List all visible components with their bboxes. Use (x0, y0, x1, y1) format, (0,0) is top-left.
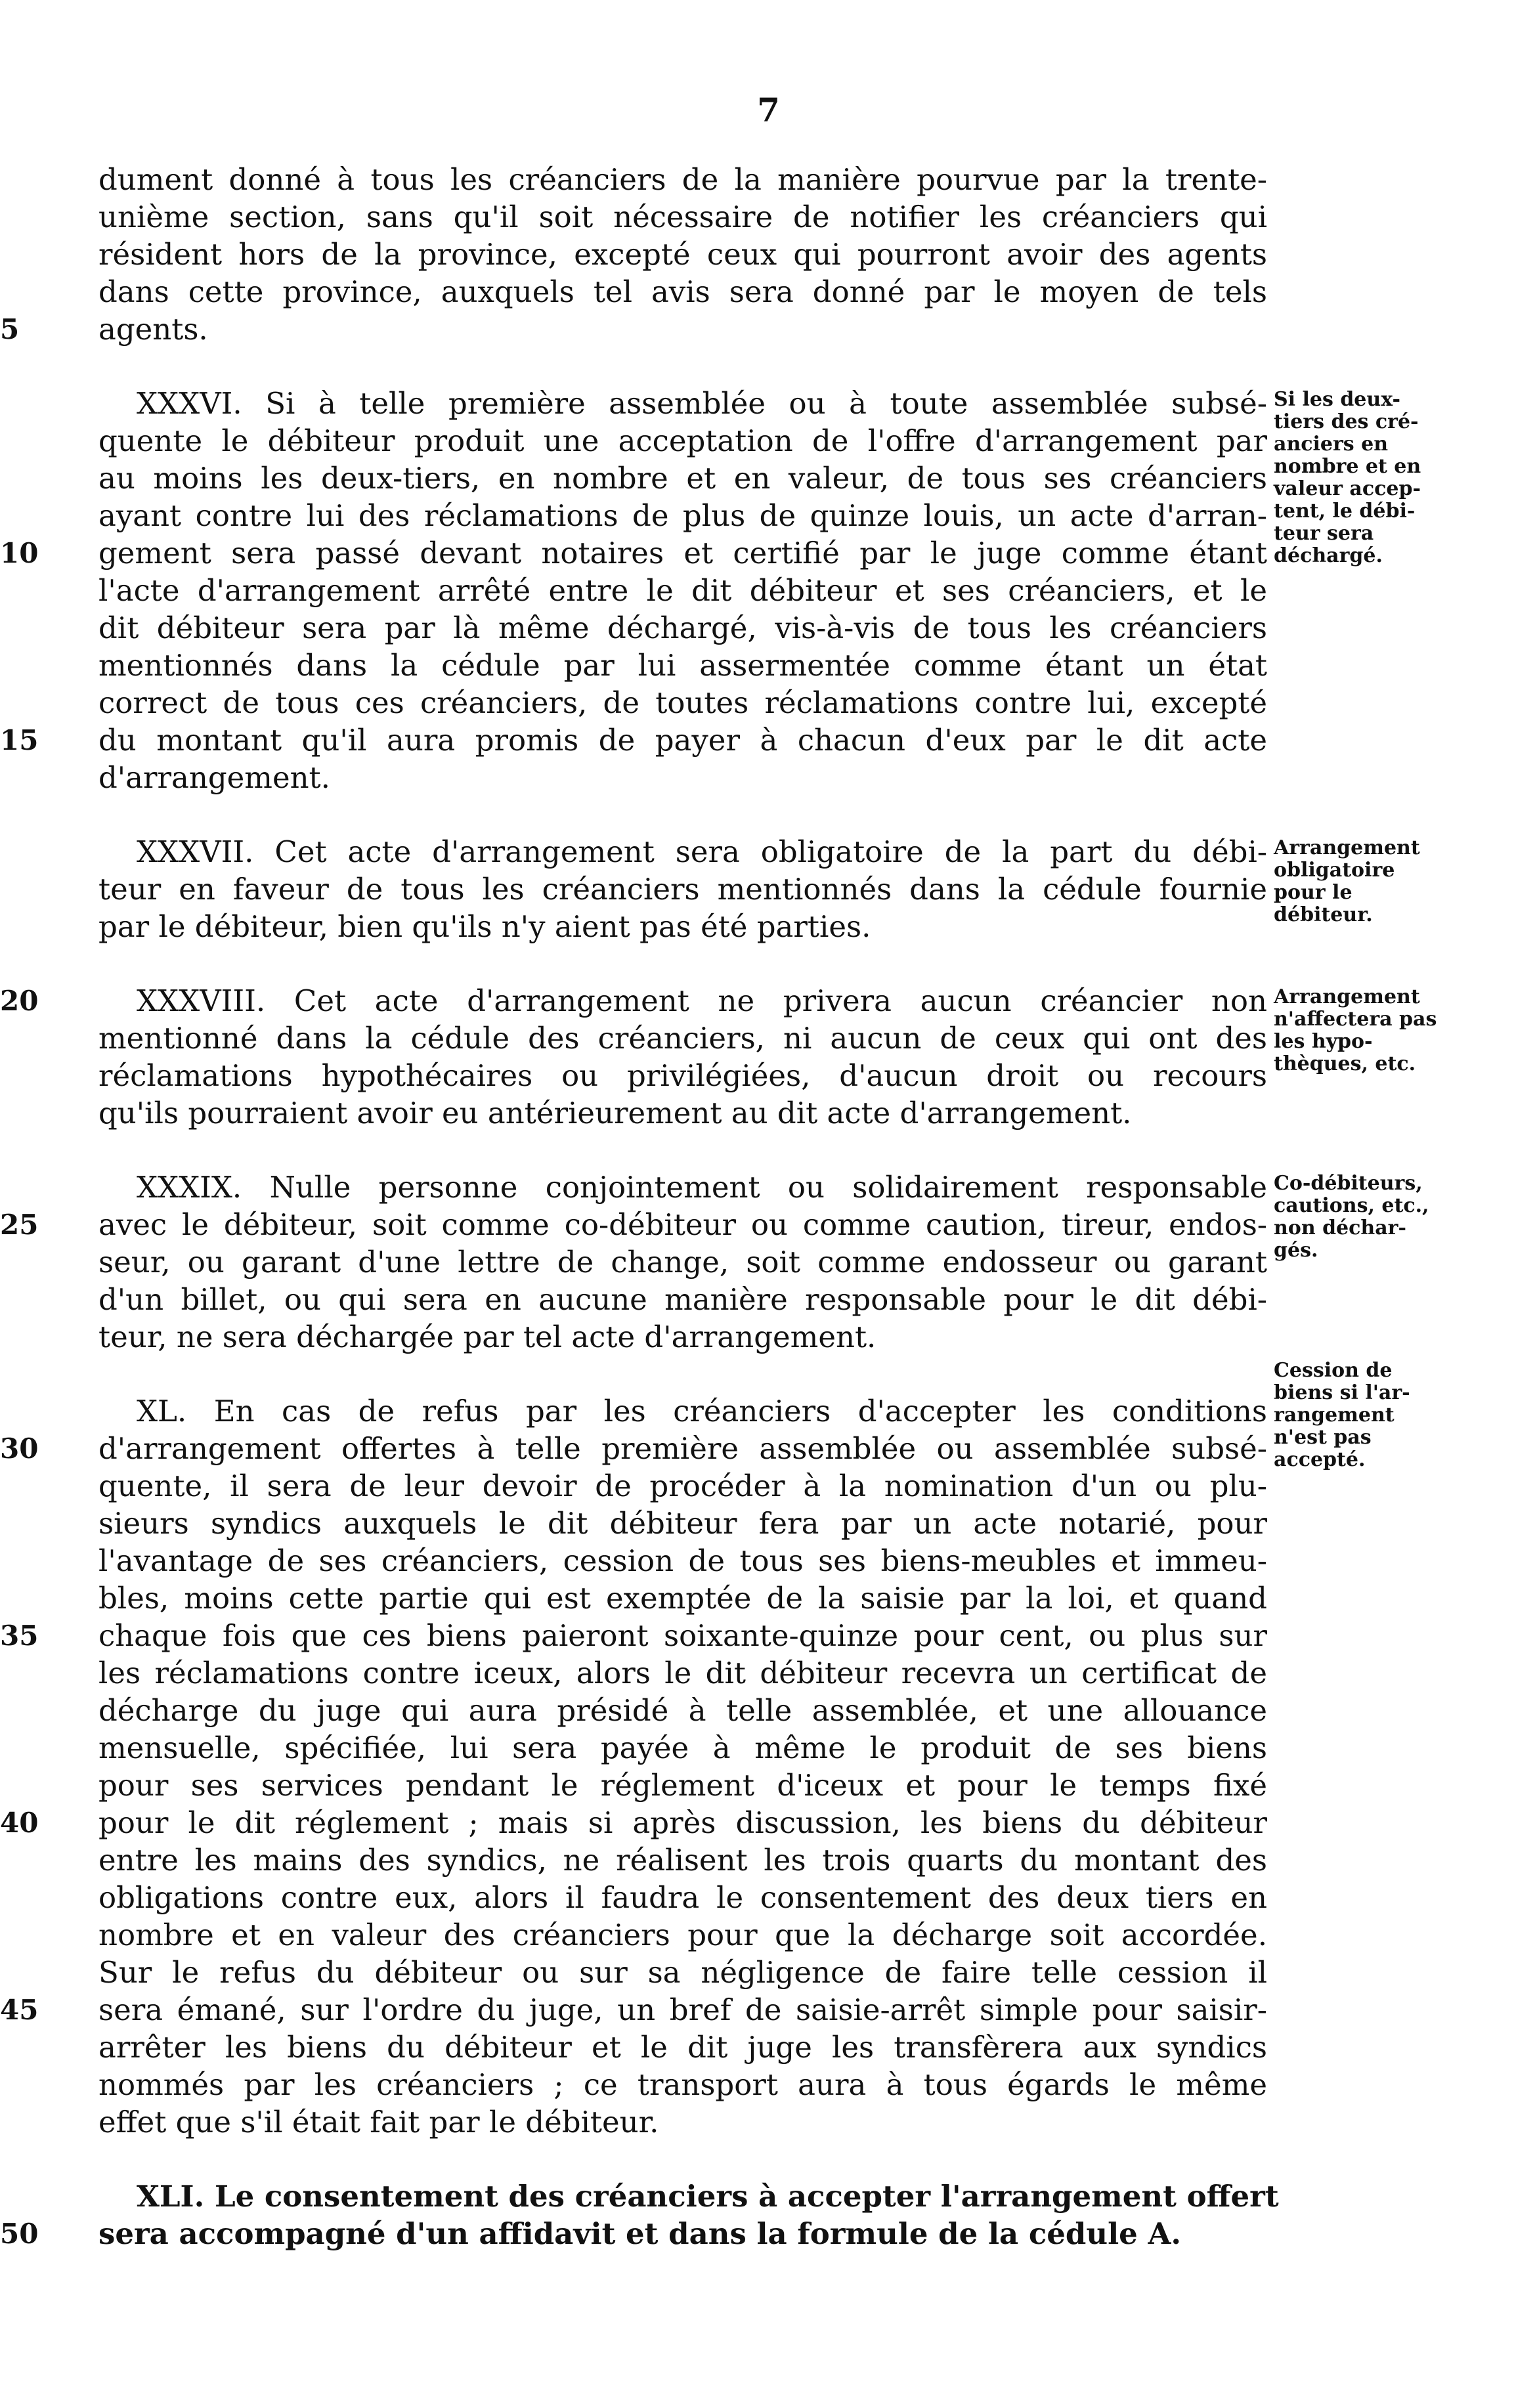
margin-note-line: biens si l'ar- (1274, 1381, 1410, 1404)
text-line: effet que s'il était fait par le débiteur. (98, 2105, 659, 2139)
line-number: 35 (0, 1620, 39, 1652)
text-line: XXXIX. Nulle personne conjointement ou solidairement responsable (137, 1170, 1267, 1205)
text-line: mensuelle, spécifiée, lui sera payée à même le produit de ses biens (98, 1731, 1267, 1765)
text-line: arrêter les biens du débiteur et le dit juge les transfèrera aux syndics (98, 2030, 1267, 2065)
text-line: mentionné dans la cédule des créanciers, ni aucun de ceux qui ont des (98, 1021, 1267, 1056)
line-number: 25 (0, 1209, 39, 1241)
text-line: d'arrangement. (98, 760, 330, 795)
margin-note (1274, 837, 1431, 926)
text-line: XXXVI. Si à telle première assemblée ou à toute assemblée subsé- (137, 386, 1267, 421)
margin-note-line: non déchar- (1274, 1216, 1406, 1239)
line-number: 50 (0, 2218, 39, 2250)
text-line: correct de tous ces créanciers, de toutes réclamations contre lui, excepté (98, 685, 1267, 720)
margin-note-line: tiers des cré- (1274, 410, 1419, 433)
paragraph-gap (98, 348, 1267, 385)
text-line: sera émané, sur l'ordre du juge, un bref de saisie-arrêt simple pour saisir- 45 (0, 1992, 1267, 2027)
text-line: nombre et en valeur des créanciers pour que la décharge soit accordée. (98, 1918, 1267, 1952)
margin-note-line: Arrangement (1274, 985, 1420, 1008)
text-line: au moins les deux-tiers, en nombre et en valeur, de tous ses créanciers (98, 461, 1267, 496)
text-line: dit débiteur sera par là même déchargé, vis-à-vis de tous les créanciers (98, 611, 1267, 645)
line-number: 40 (0, 1807, 39, 1839)
text-line: unième section, sans qu'il soit nécessaire de notifier les créanciers qui (98, 200, 1267, 234)
text-line: décharge du juge qui aura présidé à telle assemblée, et une allouance (98, 1693, 1267, 1728)
margin-note (1274, 1172, 1431, 1262)
text-line: Sur le refus du débiteur ou sur sa négligence de faire telle cession il (98, 1955, 1267, 1990)
margin-note-line: gés. (1274, 1239, 1318, 1262)
margin-note-line: tent, le débi- (1274, 500, 1416, 523)
margin-note (1274, 985, 1437, 1075)
paragraph-gap (98, 1356, 1267, 1392)
text-line: entre les mains des syndics, ne réalisent les trois quarts du montant des (98, 1843, 1267, 1878)
line-number: 5 (0, 313, 20, 345)
margin-note-line: cautions, etc., (1274, 1194, 1429, 1217)
text-line: quente, il sera de leur devoir de procéder à la nomination d'un ou plu- (98, 1469, 1267, 1503)
text-line: agents. 5 (0, 312, 208, 347)
margin-note-line: déchargé. (1274, 544, 1383, 567)
margin-note-line: rangement (1274, 1404, 1395, 1427)
margin-note-line: Arrangement (1274, 836, 1420, 859)
paragraph-gap (98, 2141, 1267, 2178)
text-line: nommés par les créanciers ; ce transport aura à tous égards le même (98, 2067, 1267, 2102)
text-line: XXXVIII. Cet acte d'arrangement ne privera aucun créancier non 20 (0, 983, 1267, 1018)
margin-note-line: accepté. (1274, 1448, 1366, 1471)
statute-text (0, 161, 1279, 2252)
page-number: 7 (757, 91, 780, 129)
text-line: qu'ils pourraient avoir eu antérieurement au dit acte d'arrangement. (98, 1096, 1132, 1130)
text-line: sieurs syndics auxquels le dit débiteur fera par un acte notarié, pour (98, 1506, 1267, 1541)
text-line: réclamations hypothécaires ou privilégiées, d'aucun droit ou recours (98, 1058, 1267, 1093)
margin-note-line: obligatoire (1274, 859, 1395, 882)
paragraph-gap (98, 1132, 1267, 1169)
text-line: l'acte d'arrangement arrêté entre le dit débiteur et ses créanciers, et le (98, 573, 1267, 608)
line-number: 15 (0, 724, 39, 756)
margin-note-line: débiteur. (1274, 903, 1373, 926)
paragraph-gap (98, 796, 1267, 833)
margin-note-line: valeur accep- (1274, 477, 1421, 500)
margin-note-line: n'affectera pas (1274, 1008, 1437, 1031)
margin-note-line: n'est pas (1274, 1426, 1372, 1449)
text-line: d'un billet, ou qui sera en aucune manière responsable pour le dit débi- (98, 1282, 1267, 1317)
margin-note-line: teur sera (1274, 522, 1374, 545)
text-line: par le débiteur, bien qu'ils n'y aient pas été parties. (98, 909, 871, 944)
text-line: mentionnés dans la cédule par lui assermentée comme étant un état (98, 648, 1267, 683)
text-line: teur, ne sera déchargée par tel acte d'arrangement. (98, 1320, 877, 1354)
text-line: du montant qu'il aura promis de payer à chacun d'eux par le dit acte 15 (0, 723, 1267, 758)
text-line: teur en faveur de tous les créanciers mentionnés dans la cédule fournie (98, 872, 1267, 907)
margin-note-line: pour le (1274, 881, 1353, 904)
text-line: pour ses services pendant le réglement d'iceux et pour le temps fixé (98, 1768, 1267, 1803)
margin-note (1274, 1360, 1431, 1471)
text-line: seur, ou garant d'une lettre de change, soit comme endosseur ou garant (98, 1245, 1267, 1279)
margin-note (1274, 389, 1431, 567)
line-number: 10 (0, 537, 39, 569)
text-line: XL. En cas de refus par les créanciers d'accepter les conditions (137, 1394, 1267, 1429)
text-line: gement sera passé devant notaires et certifié par le juge comme étant 10 (0, 536, 1267, 570)
text-line: pour le dit réglement ; mais si après discussion, les biens du débiteur 40 (0, 1805, 1267, 1840)
text-line: résident hors de la province, excepté ceux qui pourront avoir des agents (98, 237, 1267, 272)
text-line: ayant contre lui des réclamations de plus de quinze louis, un acte d'arran- (98, 498, 1267, 533)
text-line: sera accompagné d'un affidavit et dans la formule de la cédule A. 50 (0, 2216, 1182, 2251)
text-line: chaque fois que ces biens paieront soixante-quinze pour cent, ou plus sur 35 (0, 1618, 1267, 1653)
paragraph-gap (98, 945, 1267, 982)
text-line: avec le débiteur, soit comme co-débiteur ou comme caution, tireur, endos- 25 (0, 1207, 1267, 1242)
margin-note-line: Si les deux- (1274, 388, 1401, 411)
margin-note-line: Cession de (1274, 1359, 1393, 1382)
margin-note-line: anciers en (1274, 433, 1389, 456)
margin-note-line: nombre et en (1274, 455, 1421, 478)
text-line: XLI. Le consentement des créanciers à accepter l'arrangement offert (137, 2179, 1279, 2214)
text-line: d'arrangement offertes à telle première assemblée ou assemblée subsé- 30 (0, 1431, 1267, 1466)
text-line: les réclamations contre iceux, alors le dit débiteur recevra un certificat de (98, 1656, 1267, 1690)
text-line: XXXVII. Cet acte d'arrangement sera obligatoire de la part du débi- (137, 834, 1267, 869)
line-number: 20 (0, 985, 39, 1017)
line-number: 45 (0, 1994, 39, 2026)
margin-note-line: les hypo- (1274, 1030, 1373, 1053)
text-line: bles, moins cette partie qui est exemptée de la saisie par la loi, et quand (98, 1581, 1267, 1616)
text-line: dans cette province, auxquels tel avis sera donné par le moyen de tels (98, 274, 1267, 309)
text-line: quente le débiteur produit une acceptation de l'offre d'arrangement par (98, 423, 1267, 458)
text-line: dument donné à tous les créanciers de la manière pourvue par la trente- (98, 162, 1267, 197)
margin-note-line: thèques, etc. (1274, 1052, 1416, 1075)
text-line: l'avantage de ses créanciers, cession de tous ses biens-meubles et immeu- (98, 1543, 1267, 1578)
margin-note-line: Co-débiteurs, (1274, 1172, 1423, 1195)
text-line: obligations contre eux, alors il faudra le consentement des deux tiers en (98, 1880, 1267, 1915)
line-number: 30 (0, 1432, 39, 1465)
